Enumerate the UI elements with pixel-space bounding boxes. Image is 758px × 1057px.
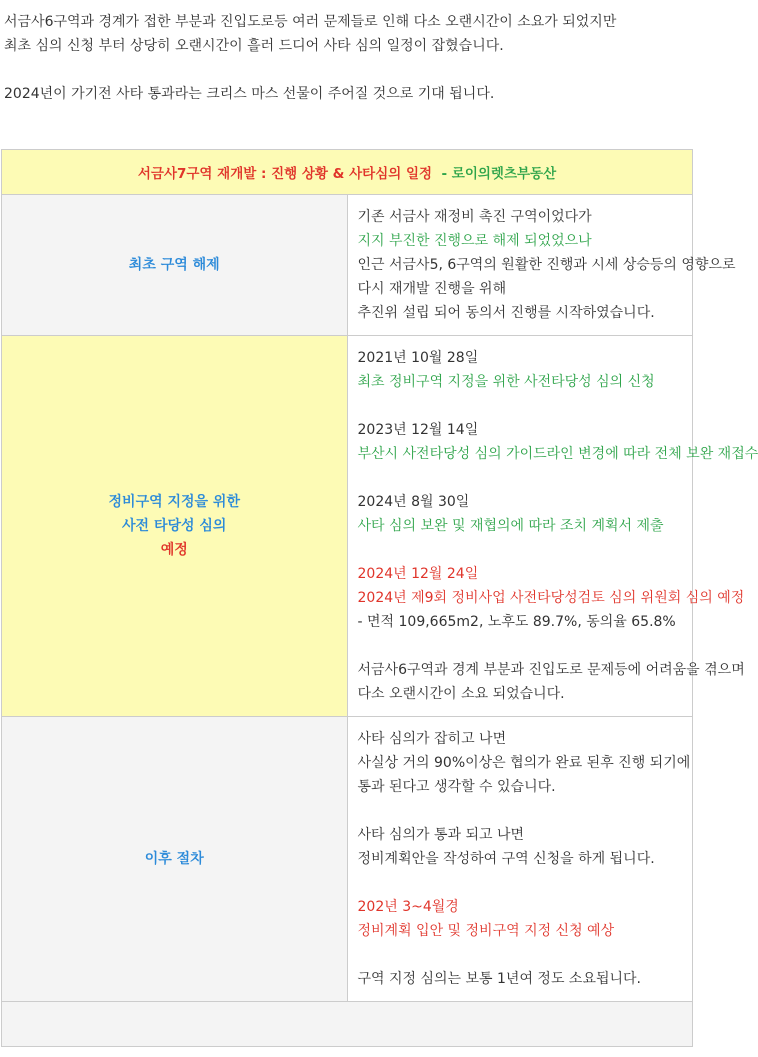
content-spacer — [358, 466, 683, 490]
intro-line-1: 서금사6구역과 경계가 접한 부분과 진입도로등 여러 문제들로 인해 다소 오랜시간이 소요가 되었지만 — [4, 14, 617, 30]
content-line: 사타 심의가 잡히고 나면 — [357, 731, 507, 747]
row-content — [347, 336, 758, 717]
content-spacer — [358, 943, 683, 967]
content-spacer — [358, 394, 683, 418]
content-spacer — [358, 799, 683, 823]
intro-line-3: 2024년이 가기전 사타 통과라는 크리스 마스 선물이 주어질 것으로 기대 됩니다. — [4, 86, 495, 102]
content-line: 기존 서금사 재정비 촉진 구역이었다가 — [357, 209, 592, 225]
content-line: 사타 심의가 통과 되고 나면 — [357, 827, 525, 843]
content-line: 2024년 제9회 정비사업 사전타당성검토 심의 위원회 심의 예정 — [357, 590, 745, 606]
content-line: 다시 재개발 진행을 위해 — [357, 281, 507, 297]
content-spacer — [358, 538, 683, 562]
table-title — [2, 150, 693, 195]
row-label-line: 이후 절차 — [144, 851, 204, 867]
content-spacer — [358, 634, 683, 658]
content-line: 구역 지정 심의는 보통 1년여 정도 소요됩니다. — [357, 971, 641, 987]
content-line: 2021년 10월 28일 — [357, 350, 479, 366]
row-content — [347, 717, 693, 1002]
content-line: 인근 서금사5, 6구역의 원활한 진행과 시세 상승등의 영향으로 — [357, 257, 736, 273]
content-line: 정비계획 입안 및 정비구역 지정 신청 예상 — [357, 923, 615, 939]
row-label-line: 사전 타당성 심의 — [122, 518, 227, 534]
row-label-line: 정비구역 지정을 위한 — [108, 494, 240, 510]
row-initial-release — [2, 195, 693, 336]
table-title-source: - 로이의렛츠부동산 — [441, 166, 557, 182]
row-feasibility-review — [2, 336, 693, 717]
content-line: 다소 오랜시간이 소요 되었습니다. — [357, 686, 565, 702]
content-line: 통과 된다고 생각할 수 있습니다. — [357, 779, 556, 795]
row-next-steps — [2, 717, 693, 1002]
content-line: 사실상 거의 90%이상은 협의가 완료 된후 진행 되기에 — [357, 755, 691, 771]
content-line: 추진위 설립 되어 동의서 진행를 시작하였습니다. — [357, 305, 655, 321]
content-line: 사타 심의 보완 및 재협의에 따라 조치 계획서 제출 — [357, 518, 664, 534]
content-line: 2024년 8월 30일 — [357, 494, 470, 510]
row-content — [347, 195, 736, 336]
content-line: 2023년 12월 14일 — [357, 422, 479, 438]
content-spacer — [358, 871, 683, 895]
intro-text — [4, 10, 690, 106]
row-label — [2, 336, 348, 717]
content-line: 202년 3~4월경 — [357, 899, 459, 915]
content-line: 지지 부진한 진행으로 해제 되었었으나 — [357, 233, 592, 249]
content-line: 서금사6구역과 경계 부분과 진입도로 문제등에 어려움을 겪으며 — [357, 662, 745, 678]
content-line: 정비계획안을 작성하여 구역 신청을 하게 됩니다. — [357, 851, 655, 867]
empty-footer-row — [2, 1002, 693, 1047]
content-line: - 면적 109,665m2, 노후도 89.7%, 동의율 65.8% — [357, 614, 676, 630]
content-line: 부산시 사전타당성 심의 가이드라인 변경에 따라 전체 보완 재접수 — [357, 446, 758, 462]
content-line: 최초 정비구역 지정을 위한 사전타당성 심의 신청 — [357, 374, 655, 390]
row-label-line: 최초 구역 해제 — [128, 257, 220, 273]
intro-line-2: 최초 심의 신청 부터 상당히 오랜시간이 흘러 드디어 사타 심의 일정이 잡혔습니다. — [4, 38, 504, 54]
table-title-main: 서금사7구역 재개발 : 진행 상황 & 사타심의 일정 — [137, 166, 433, 182]
content-line: 2024년 12월 24일 — [357, 566, 479, 582]
progress-table — [1, 149, 758, 1047]
row-label — [2, 195, 348, 336]
row-label — [2, 717, 348, 1002]
row-label-line: 예정 — [160, 542, 188, 558]
